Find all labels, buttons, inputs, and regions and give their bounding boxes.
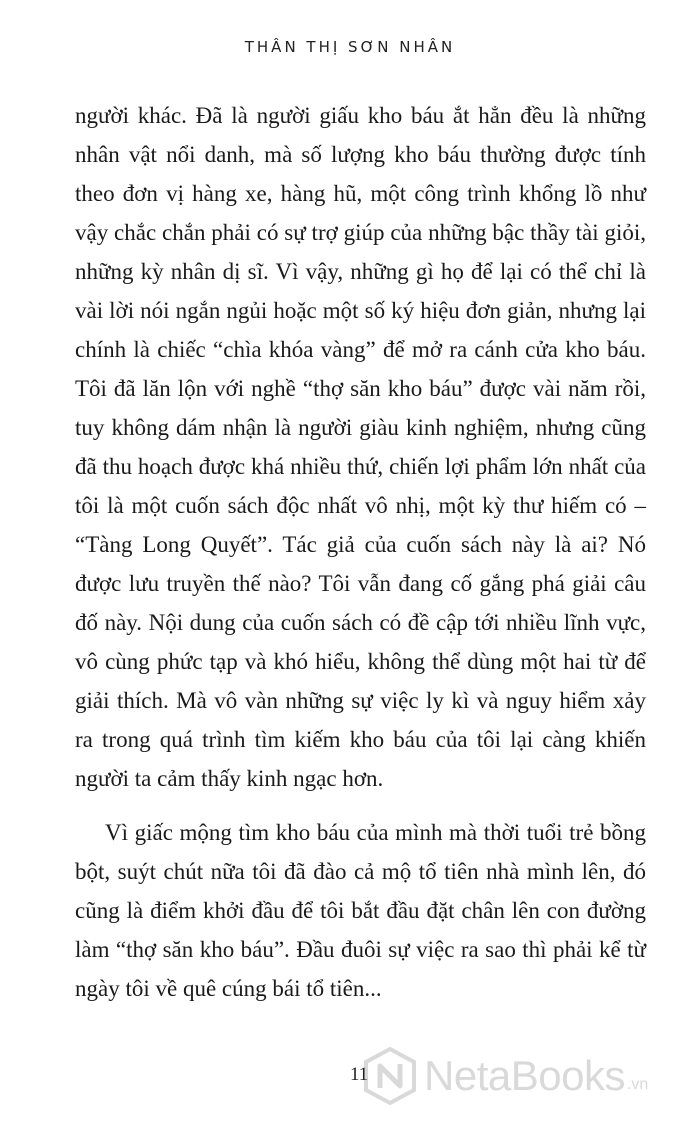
watermark-text: NetaBooks (424, 1052, 625, 1099)
body-text (75, 96, 646, 1008)
paragraph-2: Vì giấc mộng tìm kho báu của mình mà thời tuổi trẻ bồng bột, suýt chút nữa tôi đã đào cả mộ tổ tiên nhà mình lên, đó cũng là điểm khởi đầu để tôi bắt đầu đặt chân lên con đường làm “thợ săn kho báu”. Đầu đuôi sự việc ra sao thì phải kể từ ngày tôi về quê cúng bái tổ tiên... (75, 820, 646, 1001)
page-number: 11 (350, 1064, 369, 1085)
running-header: THÂN THỊ SƠN NHÂN (244, 38, 456, 56)
paragraph-1: người khác. Đã là người giấu kho báu ắt hẳn đều là những nhân vật nổi danh, mà số lượng kho báu thường được tính theo đơn vị hàng xe, hàng hũ, một công trình khổng lồ như vậy chắc chắn phải có sự trợ giúp của những bậc thầy tài giỏi, những kỳ nhân dị sĩ. Vì vậy, những gì họ để lại có thể chỉ là vài lời nói ngắn ngủi hoặc một số ký hiệu đơn giản, nhưng lại chính là chiếc “chìa khóa vàng” để mở ra cánh cửa kho báu. Tôi đã lăn lộn với nghề “thợ săn kho báu” được vài năm rồi, tuy không dám nhận là người giàu kinh nghiệm, nhưng cũng đã thu hoạch được khá nhiều thứ, chiến lợi phẩm lớn nhất của tôi là một cuốn sách độc nhất vô nhị, một kỳ thư hiếm có – “Tàng Long Quyết”. Tác giả của cuốn sách này là ai? Nó được lưu truyền thế nào? Tôi vẫn đang cố gắng phá giải câu đố này. Nội dung của cuốn sách có đề cập tới nhiều lĩnh vực, vô cùng phức tạp và khó hiểu, không thể dùng một hai từ để giải thích. Mà vô vàn những sự việc ly kì và nguy hiểm xảy ra trong quá trình tìm kiếm kho báu của tôi lại càng khiến người ta cảm thấy kinh ngạc hơn. (75, 103, 646, 791)
watermark-suffix: .vn (626, 1076, 649, 1093)
watermark (362, 1046, 648, 1106)
netabooks-logo-icon (362, 1046, 418, 1106)
